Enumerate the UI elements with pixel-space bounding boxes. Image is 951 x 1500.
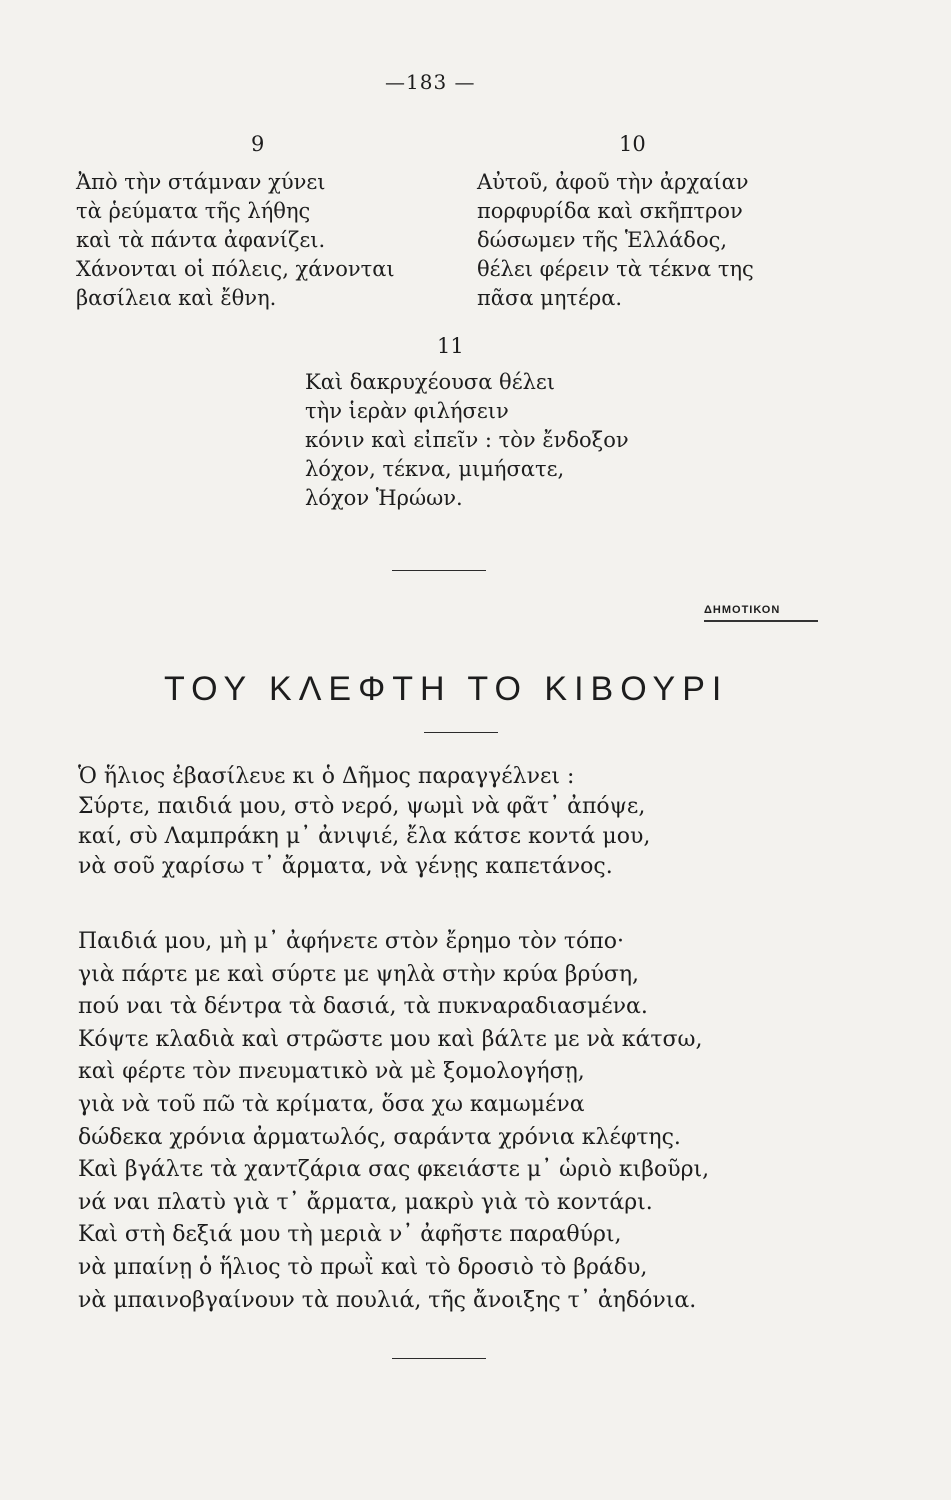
verse-line: πορφυρίδα καὶ σκῆπτρον bbox=[477, 199, 743, 223]
verse-line: Καὶ δακρυχέουσα θέλει bbox=[305, 370, 555, 394]
poem-line: Κόψτε κλαδιὰ καὶ στρῶστε μου καὶ βάλτε με νὰ κάτσω, bbox=[78, 1026, 703, 1052]
poem-line: δώδεκα χρόνια ἀρματωλός, σαράντα χρόνια κλέφτης. bbox=[78, 1124, 681, 1150]
verse-line: Ἀπὸ τὴν στάμναν χύνει bbox=[76, 170, 326, 194]
verse-line: θέλει φέρειν τὰ τέκνα της bbox=[477, 257, 754, 281]
section-number-9: 9 bbox=[251, 132, 265, 156]
verse-section-9 bbox=[76, 168, 395, 313]
verse-line: κόνιν καὶ εἰπεῖν : τὸν ἔνδοξον bbox=[305, 428, 629, 452]
poem-line: Ὁ ἥλιος ἐβασίλευε κι ὁ Δῆμος παραγγέλνει : bbox=[78, 764, 575, 789]
section-number-10: 10 bbox=[619, 132, 646, 156]
poem-line: καί, σὺ Λαμπράκη μ᾿ ἀνιψιέ, ἔλα κάτσε κοντά μου, bbox=[78, 824, 651, 849]
verse-line: τὴν ἱερὰν φιλήσειν bbox=[305, 399, 509, 423]
section-divider bbox=[392, 570, 486, 571]
genre-tag-underline bbox=[704, 620, 818, 622]
poem-line: Σύρτε, παιδιά μου, στὸ νερό, ψωμὶ νὰ φᾶτ᾿ ἀπόψε, bbox=[78, 794, 646, 819]
poem-line: γιὰ πάρτε με καὶ σύρτε με ψηλὰ στὴν κρύα βρύση, bbox=[78, 961, 640, 987]
poem-title: ΤΟΥ ΚΛΕΦΤΗ ΤΟ ΚΙΒΟΥΡΙ bbox=[164, 670, 729, 708]
verse-line: καὶ τὰ πάντα ἀφανίζει. bbox=[76, 228, 326, 252]
page-number: —183 — bbox=[385, 70, 476, 94]
poem-stanza-2 bbox=[78, 926, 709, 1317]
end-divider bbox=[392, 1358, 486, 1359]
poem-line: νὰ μπαίνῃ ὁ ἥλιος τὸ πρωῒ καὶ τὸ δροσιὸ τὸ βράδυ, bbox=[78, 1254, 648, 1280]
poem-line: Καὶ βγάλτε τὰ χαντζάρια σας φκειάστε μ᾿ ὡριὸ κιβοῦρι, bbox=[78, 1157, 710, 1183]
poem-line: νὰ σοῦ χαρίσω τ᾿ ἄρματα, νὰ γένῃς καπετάνος. bbox=[78, 854, 613, 879]
poem-line: νὰ μπαινοβγαίνουν τὰ πουλιά, τῆς ἄνοιξης τ᾿ ἀηδόνια. bbox=[78, 1287, 697, 1313]
poem-line: Παιδιά μου, μὴ μ᾿ ἀφήνετε στὸν ἔρημο τὸν τόπο· bbox=[78, 929, 624, 954]
poem-stanza-1 bbox=[78, 762, 650, 882]
verse-line: Αὐτοῦ, ἀφοῦ τὴν ἀρχαίαν bbox=[477, 170, 749, 194]
verse-line: βασίλεια καὶ ἔθνη. bbox=[76, 286, 277, 310]
verse-line: Χάνονται οἱ πόλεις, χάνονται bbox=[76, 257, 395, 281]
poem-line: πού ναι τὰ δέντρα τὰ δασιά, τὰ πυκναραδιασμένα. bbox=[78, 994, 648, 1020]
verse-line: δώσωμεν τῆς Ἑλλάδος, bbox=[477, 228, 728, 252]
poem-line: γιὰ νὰ τοῦ πῶ τὰ κρίματα, ὅσα χω καμωμένα bbox=[78, 1091, 585, 1117]
poem-line: καὶ φέρτε τὸν πνευματικὸ νὰ μὲ ξομολογήσῃ, bbox=[78, 1059, 585, 1085]
verse-line: τὰ ῥεύματα τῆς λήθης bbox=[76, 199, 311, 223]
verse-line: πᾶσα μητέρα. bbox=[477, 286, 623, 310]
poem-line: νά ναι πλατὺ γιὰ τ᾿ ἄρματα, μακρὺ γιὰ τὸ κοντάρι. bbox=[78, 1189, 653, 1215]
verse-line: λόχον Ἡρώων. bbox=[305, 486, 463, 510]
title-divider bbox=[424, 732, 498, 733]
section-number-11: 11 bbox=[437, 334, 464, 358]
verse-line: λόχον, τέκνα, μιμήσατε, bbox=[305, 457, 565, 481]
poem-line: Καὶ στὴ δεξιά μου τὴ μεριὰ ν᾿ ἀφῆστε παραθύρι, bbox=[78, 1222, 622, 1248]
genre-tag: ΔΗΜΟΤΙΚΟΝ bbox=[704, 604, 781, 616]
verse-section-11 bbox=[305, 368, 629, 513]
verse-section-10 bbox=[477, 168, 754, 313]
